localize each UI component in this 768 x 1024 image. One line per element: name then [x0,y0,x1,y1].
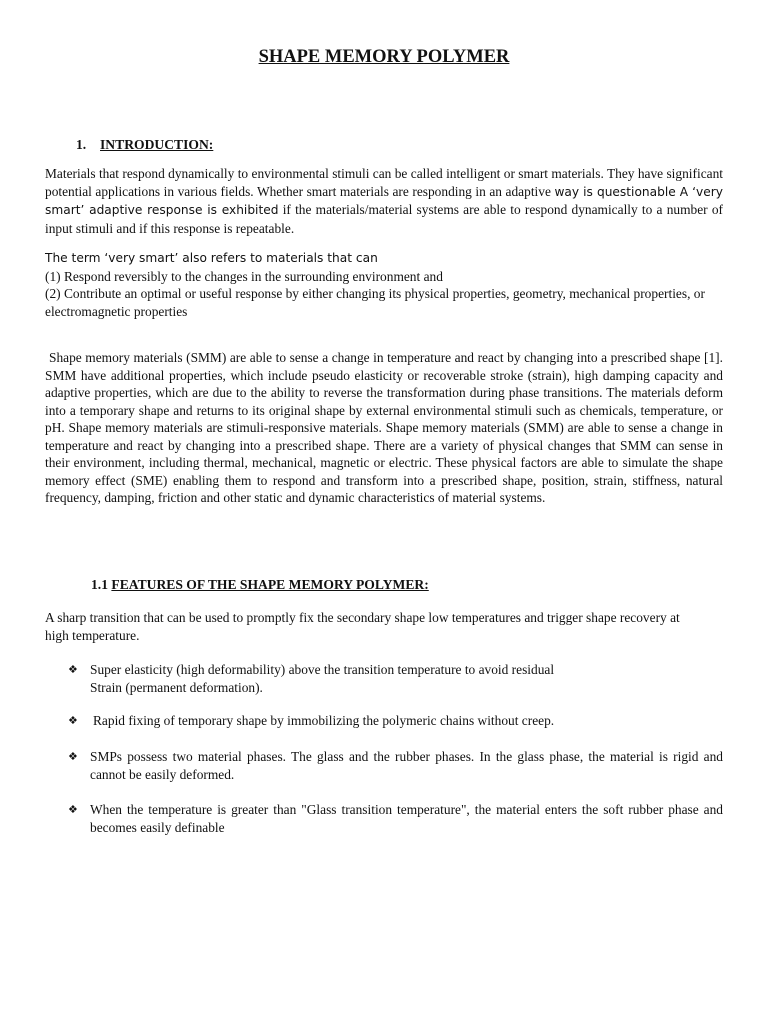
document-title: SHAPE MEMORY POLYMER [258,47,510,67]
intro-paragraph-1 [45,165,723,237]
bullet-diamond-icon: ❖ [68,714,78,727]
intro-text-c: if the materials/material systems are able to respond dynamically to a number of input stimuli and if this response is repeatable. [45,202,724,236]
section-number: 1. [76,137,87,152]
bullet-diamond-icon: ❖ [68,803,78,816]
intro-text-b: way is questionable A ‘very smart’ adaptive response is exhibited [45,184,723,217]
features-intro: A sharp transition that can be used to promptly fix the secondary shape low temperatures and trigger shape recovery at high temperature. [45,610,680,643]
bullet-diamond-icon: ❖ [68,750,78,763]
smm-paragraph: Shape memory materials (SMM) are able to sense a change in temperature and react by changing into a prescribed shape [1]. SMM have additional properties, which include pseudo elasticity or recoverable stroke (strain), high damping capacity and adaptive properties, which are due to the ability to reverse the transformation during phase transitions. The materials deform into a temporary shape and returns to its original shape by external environmental stimuli such as chemicals, temperature, or pH. Shape memory materials are stimuli-responsive materials. Shape memory materials (SMM) are able to sense a change in temperature and react by changing into a prescribed shape. There are a variety of physical changes that SMM can sense in their environment, including thermal, mechanical, magnetic or electric. These physical factors are able to simulate the shape memory effect (SME) enabling them to respond and transform into a prescribed shape, position, strain, stiffness, natural frequency, damping, friction and other static and dynamic characteristics of material systems. [45,350,723,505]
section-title: INTRODUCTION: [100,137,214,152]
bullet-text-continuation: Strain (permanent deformation). [90,679,263,695]
bullet-item [68,661,723,696]
bullet-item [68,748,723,783]
intro-text-a: Materials that respond dynamically to environmental stimuli can be called intelligent or smart materials. They have significant potential applications in various fields. Whether smart materials are responding in an adaptive [45,166,723,199]
bullet-diamond-icon: ❖ [68,663,78,676]
intro-paragraph-2 [45,249,723,320]
subsection-title: FEATURES OF THE SHAPE MEMORY POLYMER: [111,577,429,592]
bullet-item [68,712,723,730]
respond-line: (1) Respond reversibly to the changes in the surrounding environment and [45,268,443,284]
bullet-text: SMPs possess two material phases. The glass and the rubber phases. In the glass phase, the material is rigid and cannot be easily deformed. [90,749,723,782]
bullet-text: Super elasticity (high deformability) above the transition temperature to avoid residual [90,662,555,677]
section-heading-introduction [76,136,213,154]
bullet-text: When the temperature is greater than "Glass transition temperature", the material enters the soft rubber phase and becomes easily definable [90,802,723,835]
contribute-line: (2) Contribute an optimal or useful response by either changing its physical properties, geometry, mechanical properties, or electromagnetic properties [45,286,705,319]
very-smart-line: The term ‘very smart’ also refers to materials that can [45,251,378,265]
bullet-text: Rapid fixing of temporary shape by immobilizing the polymeric chains without creep. [93,713,555,728]
section-heading-features [91,576,429,594]
bullet-item [68,801,723,836]
subsection-number: 1.1 [91,577,112,592]
